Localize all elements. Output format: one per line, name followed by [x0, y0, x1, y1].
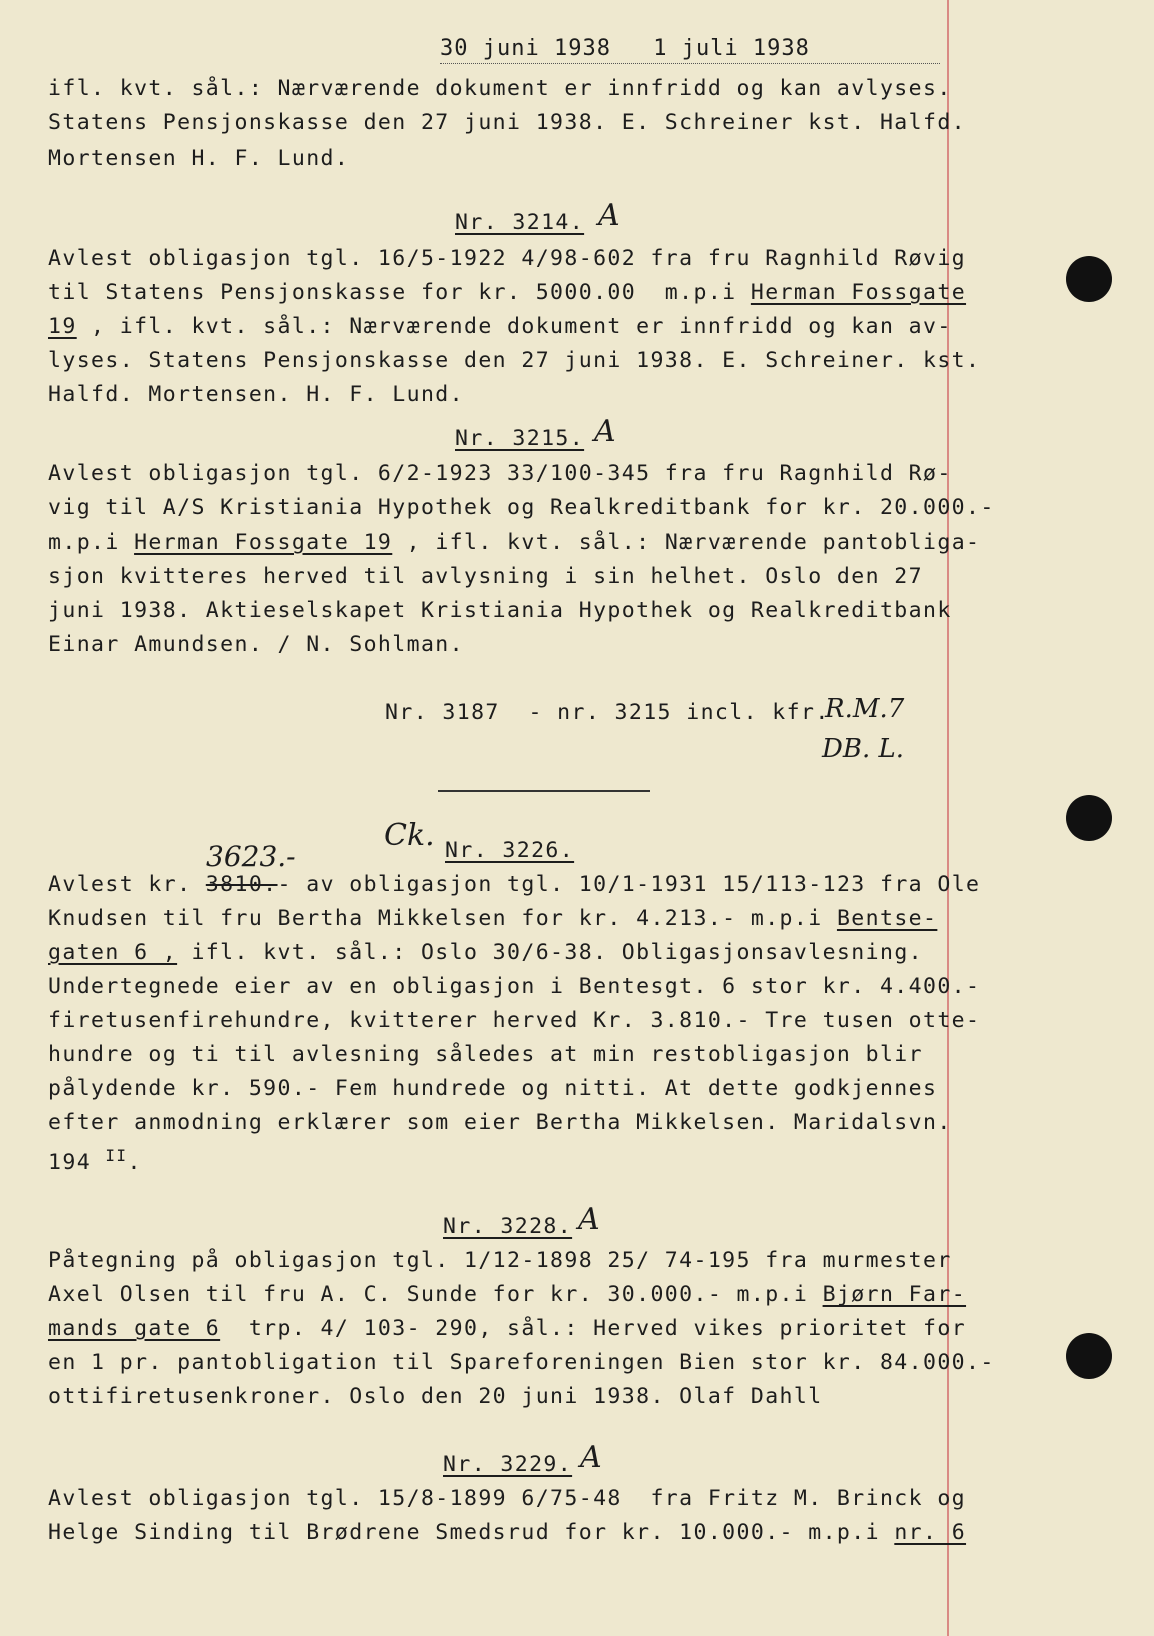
text-segment: - av obligasjon tgl. 10/1-1931 15/113-123 fra Ole [277, 872, 981, 897]
text-line [48, 1282, 966, 1307]
text-segment: 194 [48, 1150, 106, 1176]
text-segment: , ifl. kvt. sål.: Nærværende dokument er innfridd og kan av- [76, 314, 952, 339]
struck-amount: 3810. [205, 872, 278, 897]
address-underlined: Bentse- [836, 906, 938, 931]
text-line [48, 1520, 966, 1545]
text-line: Påtegning på obligasjon tgl. 1/12-1898 25/ 74-195 fra murmester [48, 1248, 952, 1273]
text-line [48, 314, 952, 339]
text-line: ottifiretusenkroner. Oslo den 20 juni 1938. Olaf Dahll [48, 1384, 823, 1409]
entry-number: Nr. 3226. [445, 838, 575, 863]
text-segment: til Statens Pensjonskasse for kr. 5000.00 m.p.i [48, 280, 751, 305]
text-line: Avlest obligasjon tgl. 16/5-1922 4/98-602 fra fru Ragnhild Røvig [48, 246, 967, 271]
entry-number: Nr. 3214. [455, 210, 585, 235]
check-mark: Ck. [384, 818, 435, 853]
address-underlined: Herman Fossgate [750, 280, 967, 305]
text-line [48, 1316, 966, 1341]
page-header [440, 36, 940, 64]
superscript: II [105, 1146, 128, 1165]
address-underlined: gaten 6 , [48, 940, 178, 965]
check-mark: A [598, 198, 620, 233]
header-date-1: 30 juni 1938 [440, 36, 611, 61]
text-line [48, 940, 923, 965]
text-line: lyses. Statens Pensjonskasse den 27 juni 1938. E. Schreiner. kst. [48, 348, 981, 373]
text-line: Undertegnede eier av en obligasjon i Bentesgt. 6 stor kr. 4.400.- [48, 974, 981, 999]
text-line [48, 872, 980, 897]
reference-line: Nr. 3187 - nr. 3215 incl. kfr. [385, 700, 830, 725]
text-line: en 1 pr. pantobligation til Spareforeningen Bien stor kr. 84.000.- [48, 1350, 995, 1375]
punch-hole [1066, 795, 1112, 841]
address-underlined: 19 [48, 314, 77, 339]
entry-number: Nr. 3215. [455, 426, 585, 451]
text-segment: trp. 4/ 103- 290, sål.: Herved vikes prioritet for [220, 1316, 967, 1341]
address-underlined: Bjørn Far- [822, 1282, 967, 1307]
entry-number: Nr. 3228. [443, 1214, 573, 1239]
text-line [48, 906, 937, 931]
entry-number: Nr. 3229. [443, 1452, 573, 1477]
text-line: hundre og ti til avlesning således at min restobligasjon blir [48, 1042, 923, 1067]
text-line: Halfd. Mortensen. H. F. Lund. [48, 382, 464, 407]
address-underlined: Herman Fossgate 19 [134, 530, 393, 555]
text-segment: ifl. kvt. sål.: Oslo 30/6-38. Obligasjonsavlesning. [177, 940, 924, 965]
text-line: efter anmodning erklærer som eier Bertha Mikkelsen. Maridalsvn. [48, 1110, 952, 1135]
text-segment: Helge Sinding til Brødrene Smedsrud for kr. 10.000.- m.p.i [48, 1520, 895, 1545]
text-line: firetusenfirehundre, kvitterer herved Kr. 3.810.- Tre tusen otte- [48, 1008, 981, 1033]
address-underlined: mands gate 6 [48, 1316, 221, 1341]
address-underlined: nr. 6 [894, 1520, 967, 1545]
text-line: Einar Amundsen. / N. Sohlman. [48, 632, 464, 657]
text-line [48, 280, 966, 305]
text-segment: Axel Olsen til fru A. C. Sunde for kr. 30.000.- m.p.i [48, 1282, 823, 1307]
text-line [48, 1146, 142, 1175]
text-line: pålydende kr. 590.- Fem hundrede og nitti. At dette godkjennes [48, 1076, 938, 1101]
text-line: ifl. kvt. sål.: Nærværende dokument er innfridd og kan avlyses. [48, 76, 952, 101]
text-segment: Knudsen til fru Bertha Mikkelsen for kr. 4.213.- m.p.i [48, 906, 837, 931]
handwritten-amount: 3623.- [206, 840, 296, 873]
text-line: Statens Pensjonskasse den 27 juni 1938. E. Schreiner kst. Halfd. [48, 110, 967, 135]
text-line: Avlest obligasjon tgl. 15/8-1899 6/75-48 fra Fritz M. Brinck og [48, 1486, 967, 1511]
text-line [48, 530, 980, 555]
handwritten-note: R.M.7 [825, 694, 905, 724]
text-line: Mortensen H. F. Lund. [48, 146, 350, 171]
text-line: Avlest obligasjon tgl. 6/2-1923 33/100-345 fra fru Ragnhild Rø- [48, 461, 952, 486]
check-mark: A [594, 414, 616, 449]
text-segment: Avlest kr. [48, 872, 206, 897]
text-segment: , ifl. kvt. sål.: Nærværende pantobliga- [392, 530, 981, 555]
text-segment: . [127, 1150, 142, 1176]
text-line: vig til A/S Kristiania Hypothek og Realkreditbank for kr. 20.000.- [48, 495, 995, 520]
text-line: sjon kvitteres herved til avlysning i sin helhet. Oslo den 27 [48, 564, 923, 589]
header-date-2: 1 juli 1938 [653, 36, 810, 61]
punch-hole [1066, 1333, 1112, 1379]
check-mark: A [580, 1440, 602, 1475]
text-segment: m.p.i [48, 530, 135, 555]
check-mark: A [578, 1202, 600, 1237]
section-divider [438, 790, 650, 793]
text-line: juni 1938. Aktieselskapet Kristiania Hypothek og Realkreditbank [48, 598, 952, 623]
punch-hole [1066, 256, 1112, 302]
handwritten-note: DB. L. [822, 734, 905, 764]
